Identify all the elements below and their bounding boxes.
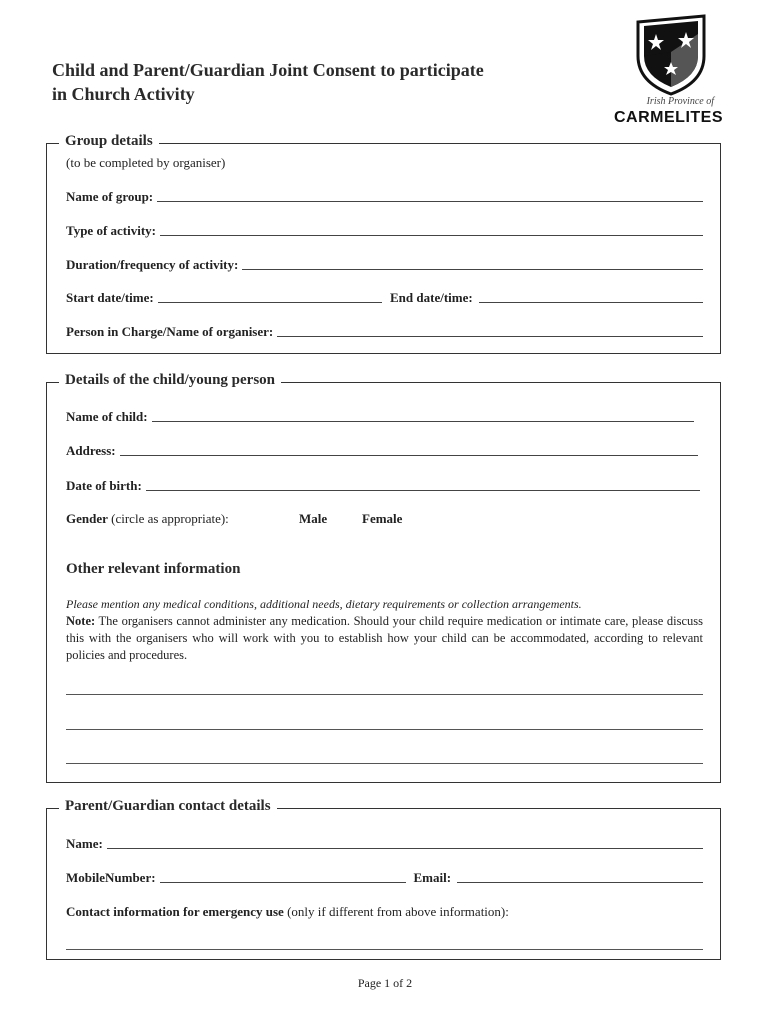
child-name-label: Name of child: — [66, 409, 148, 424]
child-name-field[interactable] — [152, 420, 694, 422]
other-info-line-1[interactable] — [66, 694, 703, 695]
contact-row — [66, 870, 703, 886]
emergency-label: Contact information for emergency use — [66, 904, 284, 919]
logo-subtitle: Irish Province of — [646, 96, 714, 107]
emergency-row — [66, 904, 509, 920]
child-details-heading: Details of the child/young person — [59, 372, 281, 389]
mobile-label: MobileNumber: — [66, 870, 156, 885]
address-label: Address: — [66, 443, 116, 458]
form-title — [52, 58, 484, 106]
person-in-charge-label: Person in Charge/Name of organiser: — [66, 324, 274, 339]
child-name-row — [66, 409, 694, 425]
address-field[interactable] — [120, 454, 698, 456]
duration-label: Duration/frequency of activity: — [66, 257, 239, 272]
person-in-charge-field[interactable] — [277, 335, 703, 337]
other-info-line-3[interactable] — [66, 763, 703, 764]
parent-name-label: Name: — [66, 836, 103, 851]
duration-field[interactable] — [242, 268, 703, 270]
other-info-line-2[interactable] — [66, 729, 703, 730]
emergency-hint: (only if different from above information): — [287, 904, 509, 919]
group-name-row — [66, 189, 703, 205]
group-name-field[interactable] — [157, 200, 703, 202]
activity-type-field[interactable] — [160, 234, 703, 236]
medical-note: Please mention any medical conditions, additional needs, dietary requirements or collection arrangements. — [66, 597, 582, 611]
group-details-section — [46, 133, 721, 354]
address-row — [66, 443, 698, 459]
emergency-field[interactable] — [66, 949, 703, 950]
title-line-1: Child and Parent/Guardian Joint Consent to participate — [52, 60, 484, 80]
note-label: Note: — [66, 614, 96, 628]
gender-hint: (circle as appropriate): — [111, 511, 229, 526]
activity-type-label: Type of activity: — [66, 223, 157, 238]
duration-row — [66, 257, 703, 273]
page-number: Page 1 of 2 — [357, 976, 413, 990]
start-date-label: Start date/time: — [66, 290, 154, 305]
gender-female-option[interactable]: Female — [362, 511, 403, 526]
activity-type-row — [66, 223, 703, 239]
dob-label: Date of birth: — [66, 478, 142, 493]
gender-male-option[interactable]: Male — [299, 511, 328, 526]
dates-row — [66, 290, 703, 306]
parent-name-row — [66, 836, 703, 852]
carmelites-logo — [614, 12, 730, 130]
person-in-charge-row — [66, 324, 703, 340]
group-name-label: Name of group: — [66, 189, 154, 204]
child-details-section — [46, 372, 721, 783]
group-details-subheading: (to be completed by organiser) — [66, 155, 226, 170]
parent-name-field[interactable] — [107, 847, 703, 849]
shield-icon — [634, 12, 708, 96]
note-text: The organisers cannot administer any medication. Should your child require medication or intimate care, please discuss this with the organisers who will work with you to establish how your child can be accommodated, according to relevant policies and procedures. — [66, 614, 703, 662]
group-details-heading: Group details — [59, 133, 159, 150]
parent-details-heading: Parent/Guardian contact details — [59, 798, 277, 815]
dob-row — [66, 478, 700, 494]
gender-row — [66, 511, 229, 527]
mobile-field[interactable] — [160, 881, 406, 883]
dob-field[interactable] — [146, 489, 700, 491]
start-date-field[interactable] — [158, 301, 382, 303]
email-label: Email: — [413, 870, 452, 885]
email-field[interactable] — [457, 881, 703, 883]
parent-details-section — [46, 798, 721, 960]
other-info-heading: Other relevant information — [66, 561, 241, 577]
end-date-label: End date/time: — [390, 290, 473, 305]
title-line-2: in Church Activity — [52, 84, 195, 104]
logo-name: CARMELITES — [614, 109, 723, 126]
medication-note — [66, 613, 703, 664]
gender-label: Gender — [66, 511, 108, 526]
end-date-field[interactable] — [479, 301, 703, 303]
